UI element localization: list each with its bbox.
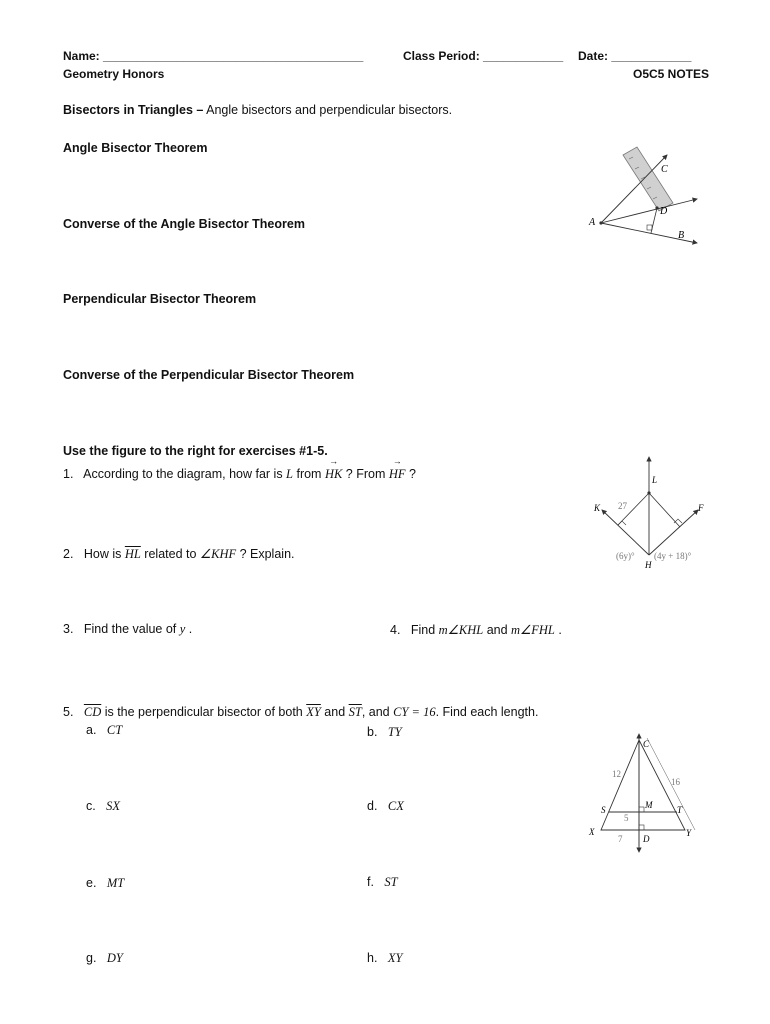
- question-5: [63, 705, 538, 720]
- label-t: T: [677, 805, 683, 815]
- question-text: is the perpendicular bisector of both: [101, 705, 307, 719]
- course-title: Geometry Honors: [63, 67, 165, 81]
- right-angle-mark: [647, 225, 652, 230]
- label-y: Y: [686, 828, 692, 838]
- ray-hf: [649, 510, 698, 555]
- question-2: [63, 546, 295, 562]
- theorem-perpendicular-bisector: Perpendicular Bisector Theorem: [63, 292, 257, 306]
- part-f: [367, 875, 398, 890]
- label-d: D: [643, 834, 650, 844]
- point-d: [655, 206, 658, 209]
- variable-y: y: [179, 622, 186, 636]
- right-angle-mark: [639, 825, 644, 830]
- label-c: C: [643, 739, 650, 749]
- label-12: 12: [612, 769, 621, 779]
- label-s: S: [601, 805, 606, 815]
- question-text: and: [483, 623, 512, 637]
- question-text: How is: [83, 547, 125, 561]
- part-label: a.: [86, 723, 97, 737]
- segment-st: $\overline{ST}$: [348, 705, 362, 719]
- angle-fhl: m∠FHL: [511, 623, 555, 637]
- theorem-converse-perpendicular-bisector: Converse of the Perpendicular Bisector Theorem: [63, 368, 355, 382]
- label-6y: (6y)°: [616, 551, 635, 561]
- ray-hk: → HK: [325, 467, 342, 482]
- segment-cd: $\overline{CD}$: [83, 705, 102, 719]
- question-3: [63, 622, 192, 637]
- part-variable: DY: [106, 951, 123, 965]
- label-x: X: [589, 827, 595, 837]
- segment-hl: $\overline{HL}$: [124, 547, 141, 561]
- label-4y-18: (4y + 18)°: [654, 551, 692, 561]
- part-h: [367, 951, 402, 966]
- bisector-kite-figure: [588, 455, 713, 575]
- question-text: According to the diagram, how far is: [83, 467, 287, 481]
- notes-code: O5C5 NOTES: [633, 67, 710, 81]
- question-number: 1.: [63, 467, 74, 481]
- part-label: f.: [367, 875, 374, 889]
- angle-bisector-figure: [585, 145, 710, 250]
- label-k: K: [594, 503, 601, 513]
- point-l: [647, 491, 650, 494]
- part-a: [86, 723, 122, 738]
- question-text: .: [185, 622, 193, 636]
- label-7: 7: [618, 834, 623, 844]
- label-m: M: [645, 800, 653, 810]
- part-label: b.: [367, 725, 378, 739]
- section-subtitle: Angle bisectors and perpendicular bisectors.: [203, 103, 453, 117]
- part-label: h.: [367, 951, 378, 965]
- part-label: g.: [86, 951, 97, 965]
- theorem-converse-angle-bisector: Converse of the Angle Bisector Theorem: [63, 217, 305, 231]
- right-angle-mark: [639, 807, 644, 812]
- label-f: F: [698, 503, 704, 513]
- page-title: [63, 103, 452, 117]
- theorem-angle-bisector: Angle Bisector Theorem: [63, 141, 208, 155]
- angle-khl: m∠KHL: [438, 623, 484, 637]
- label-a: A: [589, 217, 596, 228]
- part-d: [367, 799, 404, 814]
- exercises-heading: Use the figure to the right for exercises #1-5.: [63, 444, 328, 458]
- class-period-label: Class Period: ____________: [403, 49, 564, 63]
- date-label: Date: ____________: [578, 49, 692, 63]
- part-variable: SX: [106, 799, 121, 813]
- part-variable: CT: [106, 723, 123, 737]
- part-label: e.: [86, 876, 97, 890]
- question-text: ? From: [342, 467, 389, 481]
- right-angle-mark: [674, 519, 682, 523]
- segment-xy: $\overline{XY}$: [306, 705, 321, 719]
- question-text: , and: [361, 705, 394, 719]
- question-text: Find the value of: [83, 622, 180, 636]
- question-text: . Find each length.: [435, 705, 539, 719]
- question-text: .: [554, 623, 562, 637]
- part-b: [367, 725, 402, 740]
- question-number: 3.: [63, 622, 74, 636]
- question-text: and: [320, 705, 349, 719]
- question-text: Find: [410, 623, 439, 637]
- triangle-figure: [585, 730, 710, 855]
- part-c: [86, 799, 120, 814]
- ray-ad: [601, 199, 697, 223]
- point-a: [599, 221, 602, 224]
- label-c: C: [661, 164, 668, 175]
- label-d: D: [660, 206, 668, 217]
- question-4: [390, 622, 562, 638]
- part-label: c.: [86, 799, 96, 813]
- label-b: B: [678, 230, 685, 241]
- label-h: H: [645, 560, 652, 570]
- question-text: ?: [405, 467, 416, 481]
- label-l: L: [652, 475, 658, 485]
- question-text: ? Explain.: [236, 547, 295, 561]
- part-label: d.: [367, 799, 378, 813]
- question-number: 5.: [63, 705, 74, 719]
- question-text: related to: [140, 547, 200, 561]
- question-1: [63, 467, 416, 482]
- question-number: 4.: [390, 623, 401, 637]
- part-variable: XY: [387, 951, 403, 965]
- question-text: from: [293, 467, 325, 481]
- label-16: 16: [671, 777, 680, 787]
- part-variable: MT: [106, 876, 125, 890]
- section-title: Bisectors in Triangles –: [63, 103, 204, 117]
- part-variable: TY: [387, 725, 402, 739]
- ray-hf: → HF: [389, 467, 406, 482]
- part-variable: ST: [384, 875, 398, 889]
- label-27: 27: [618, 501, 627, 511]
- given-cy: CY = 16: [393, 705, 436, 719]
- name-field-label: Name: _______________________________________: [63, 49, 364, 63]
- part-g: [86, 951, 123, 966]
- label-5: 5: [624, 813, 629, 823]
- part-variable: CX: [387, 799, 404, 813]
- right-angle-mark: [618, 521, 626, 525]
- angle-khf: ∠KHF: [199, 547, 237, 561]
- part-e: [86, 876, 124, 891]
- point-l: L: [286, 467, 293, 481]
- question-number: 2.: [63, 547, 74, 561]
